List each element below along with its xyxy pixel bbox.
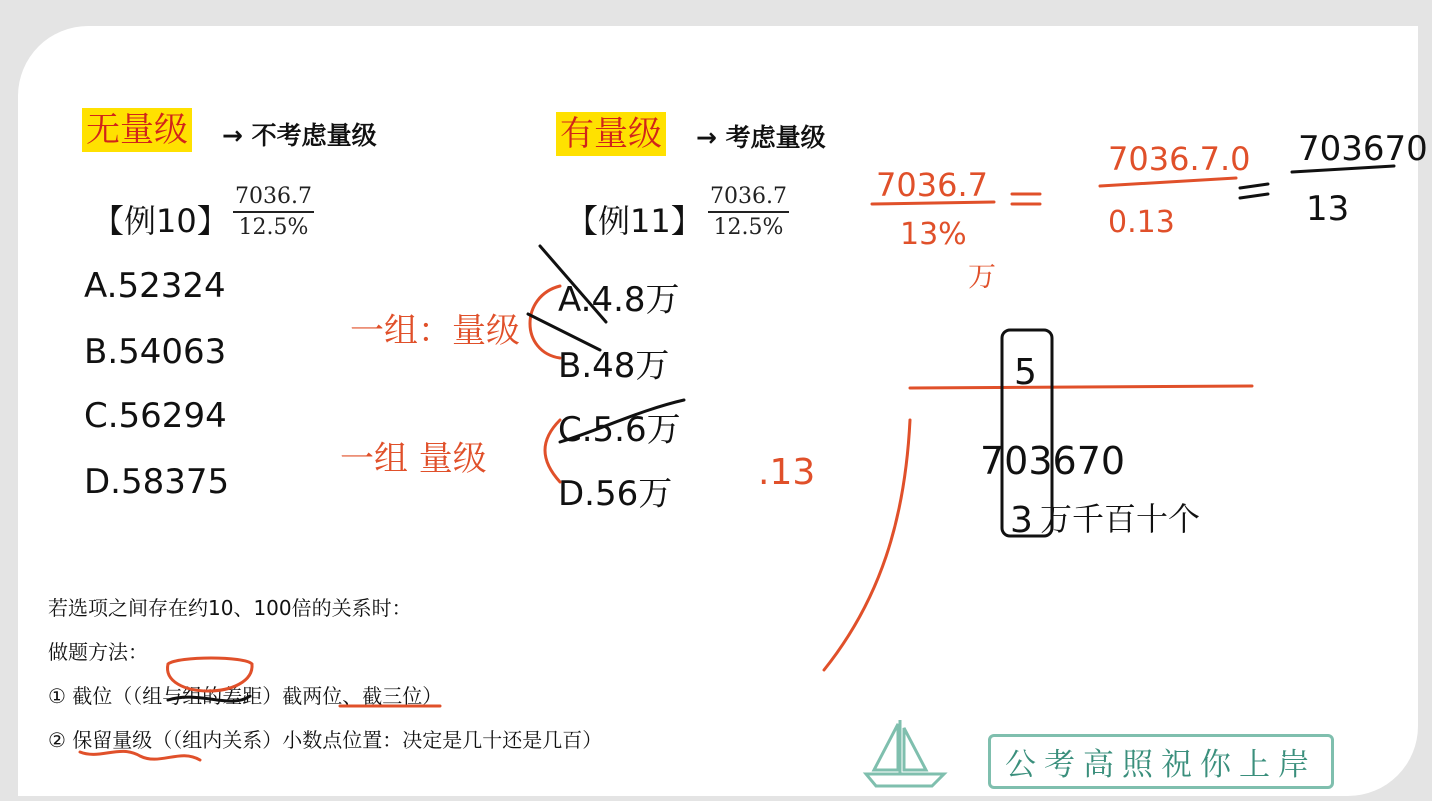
note-line-3: ① 截位（（组与组的差距）截两位、截三位）	[48, 684, 443, 708]
example-10-option-b: B.54063	[84, 332, 227, 372]
note-dot-13: .13	[758, 452, 816, 493]
calc-denominator-1: 13%	[900, 217, 967, 252]
example-11-option-a: A.4.8万	[558, 280, 680, 320]
calc-numerator-1: 7036.7	[876, 166, 988, 204]
calc-numerator-2: 7036.7.0	[1108, 140, 1251, 178]
slide	[18, 26, 1418, 796]
calc-denominator-2: 0.13	[1108, 205, 1175, 240]
footer-slogan: 公考高照祝你上岸	[988, 734, 1334, 789]
has-magnitude-arrow-text: → 考虑量级	[696, 123, 826, 152]
calc-denominator-3: 13	[1306, 189, 1350, 229]
calc-extra-mark: 万	[968, 260, 997, 293]
no-magnitude-tag: 无量级	[82, 108, 192, 152]
example-11-option-b: B.48万	[558, 346, 670, 386]
note-line-2: 做题方法：	[48, 640, 148, 664]
example-10-fraction	[233, 184, 314, 240]
example-11-fraction	[708, 184, 789, 240]
example-11-label: 【例11】	[566, 202, 703, 240]
has-magnitude-tag: 有量级	[556, 112, 666, 156]
example-10-option-d: D.58375	[84, 462, 230, 502]
division-row2-first: 3	[1010, 500, 1033, 541]
example-10-option-c: C.56294	[84, 396, 227, 436]
example-11-denominator: 12.5%	[713, 215, 784, 240]
note-group-magnitude-2: 一组 量级	[340, 439, 487, 479]
note-line-4: ② 保留量级（（组内关系）小数点位置：决定是几十还是几百）	[48, 728, 603, 752]
example-10-numerator: 7036.7	[233, 184, 314, 213]
note-line-1: 若选项之间存在约10、100倍的关系时：	[48, 596, 412, 620]
division-place-values: 万千百十个	[1040, 500, 1201, 538]
note-group-magnitude-1: 一组：量级	[350, 311, 520, 351]
example-11-numerator: 7036.7	[708, 184, 789, 213]
example-10-label: 【例10】	[92, 202, 229, 240]
example-10-denominator: 12.5%	[238, 215, 309, 240]
no-magnitude-arrow-text: → 不考虑量级	[222, 121, 377, 150]
example-11-option-d: D.56万	[558, 474, 673, 514]
sailboat-icon	[860, 714, 950, 792]
example-10-option-a: A.52324	[84, 266, 226, 306]
division-quotient: 5	[1014, 352, 1037, 393]
calc-numerator-3: 703670	[1298, 129, 1428, 169]
division-dividend: 703670	[980, 439, 1126, 483]
example-11-option-c: C.5.6万	[558, 410, 681, 450]
